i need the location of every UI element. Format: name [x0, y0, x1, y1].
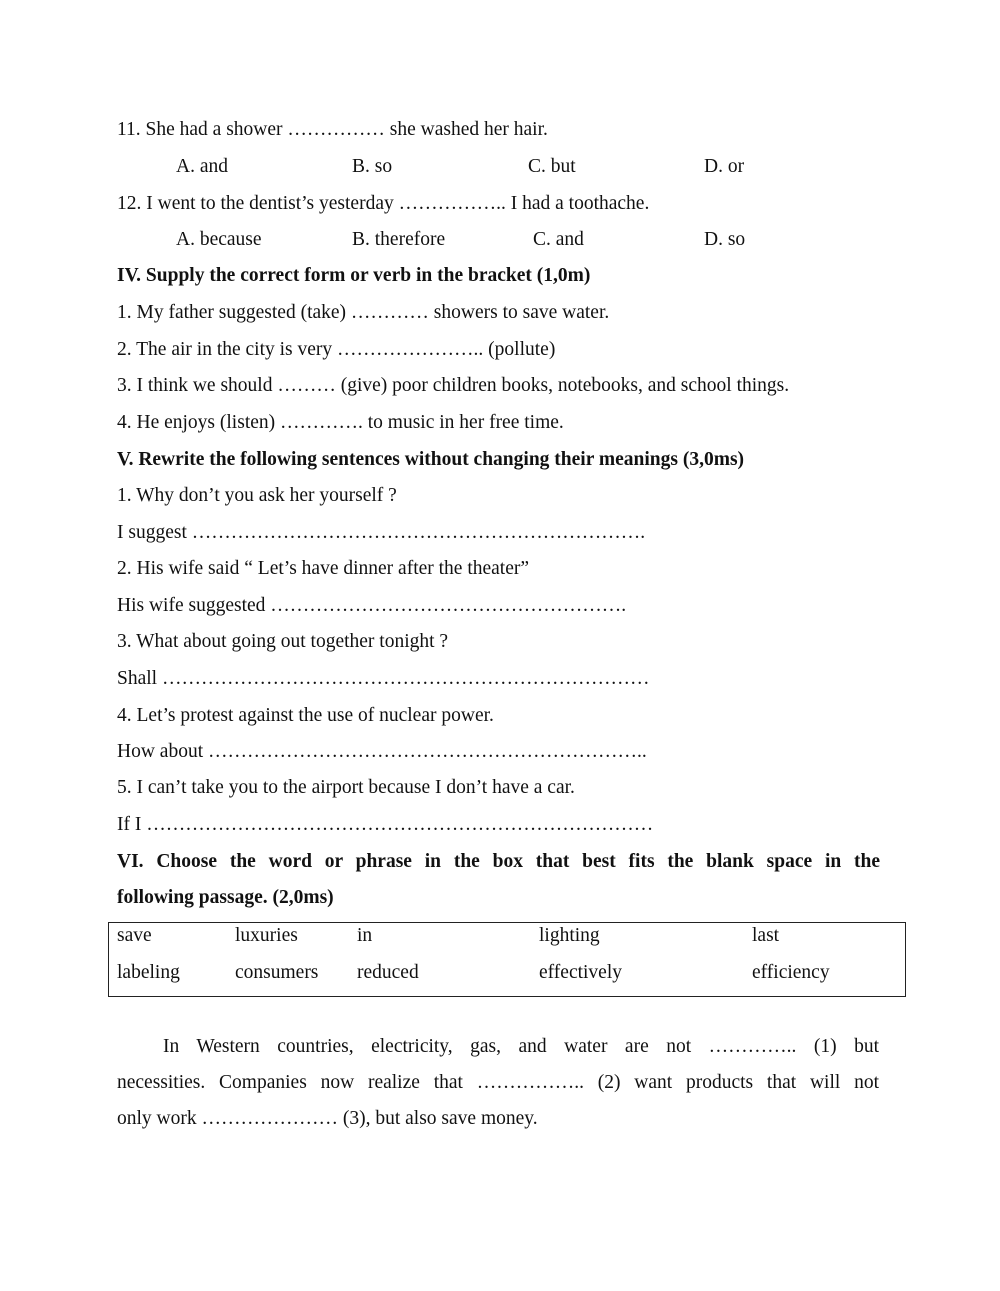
- section-5-prompt-4: 4. Let’s protest against the use of nuclear power.: [117, 705, 494, 726]
- passage-line-3: only work ………………… (3), but also save money.: [117, 1108, 538, 1129]
- question-11-stem: 11. She had a shower …………… she washed her hair.: [117, 119, 548, 140]
- word-box-row: [109, 961, 905, 985]
- section-6-heading: VI. Choose the word or phrase in the box that best fits the blank space in the: [117, 851, 880, 872]
- option-d[interactable]: D. or: [704, 156, 745, 177]
- option-c[interactable]: C. and: [533, 229, 584, 250]
- word-box-word: reduced: [357, 962, 419, 983]
- word-box-word: lighting: [539, 925, 600, 946]
- passage-line-1: In Western countries, electricity, gas, and water are not ………….. (1) but: [163, 1036, 879, 1057]
- section-5-answer-2[interactable]: His wife suggested ……………………………………………….: [117, 595, 627, 616]
- option-b[interactable]: B. therefore: [352, 229, 446, 250]
- section-5-prompt-5: 5. I can’t take you to the airport because I don’t have a car.: [117, 777, 575, 798]
- section-5-prompt-1: 1. Why don’t you ask her yourself ?: [117, 485, 397, 506]
- option-a[interactable]: A. and: [176, 156, 228, 177]
- section-4-item-1: 1. My father suggested (take) ………… showers to save water.: [117, 302, 610, 323]
- section-5-heading: V. Rewrite the following sentences without changing their meanings (3,0ms): [117, 449, 745, 470]
- passage-line-2: necessities. Companies now realize that …………….. (2) want products that will not: [117, 1072, 879, 1093]
- section-5-answer-3[interactable]: Shall …………………………………………………………………: [117, 668, 650, 689]
- word-box-word: luxuries: [235, 925, 298, 946]
- section-4-item-4: 4. He enjoys (listen) …………. to music in her free time.: [117, 412, 564, 433]
- word-box-word: last: [752, 925, 780, 946]
- section-4-heading: IV. Supply the correct form or verb in the bracket (1,0m): [117, 265, 591, 286]
- word-box-row: [109, 924, 905, 948]
- section-4-item-3: 3. I think we should ……… (give) poor children books, notebooks, and school things.: [117, 375, 790, 396]
- section-5-answer-4[interactable]: How about …………………………………………………………..: [117, 741, 647, 762]
- word-box-word: consumers: [235, 962, 319, 983]
- option-c[interactable]: C. but: [528, 156, 576, 177]
- section-5-answer-5[interactable]: If I ……………………………………………………………………: [117, 814, 654, 835]
- option-a[interactable]: A. because: [176, 229, 262, 250]
- word-box-word: labeling: [117, 962, 180, 983]
- section-5-prompt-2: 2. His wife said “ Let’s have dinner after the theater”: [117, 558, 530, 579]
- word-box-word: efficiency: [752, 962, 830, 983]
- question-12-stem: 12. I went to the dentist’s yesterday …………….. I had a toothache.: [117, 193, 650, 214]
- word-box: [108, 922, 906, 997]
- section-6-heading-cont: following passage. (2,0ms): [117, 887, 334, 908]
- section-5-answer-1[interactable]: I suggest …………………………………………………………….: [117, 522, 646, 543]
- section-4-item-2: 2. The air in the city is very ………………….. (pollute): [117, 339, 556, 360]
- option-d[interactable]: D. so: [704, 229, 746, 250]
- section-5-prompt-3: 3. What about going out together tonight ?: [117, 631, 449, 652]
- word-box-word: save: [117, 925, 152, 946]
- option-b[interactable]: B. so: [352, 156, 393, 177]
- word-box-word: in: [357, 925, 373, 946]
- word-box-word: effectively: [539, 962, 623, 983]
